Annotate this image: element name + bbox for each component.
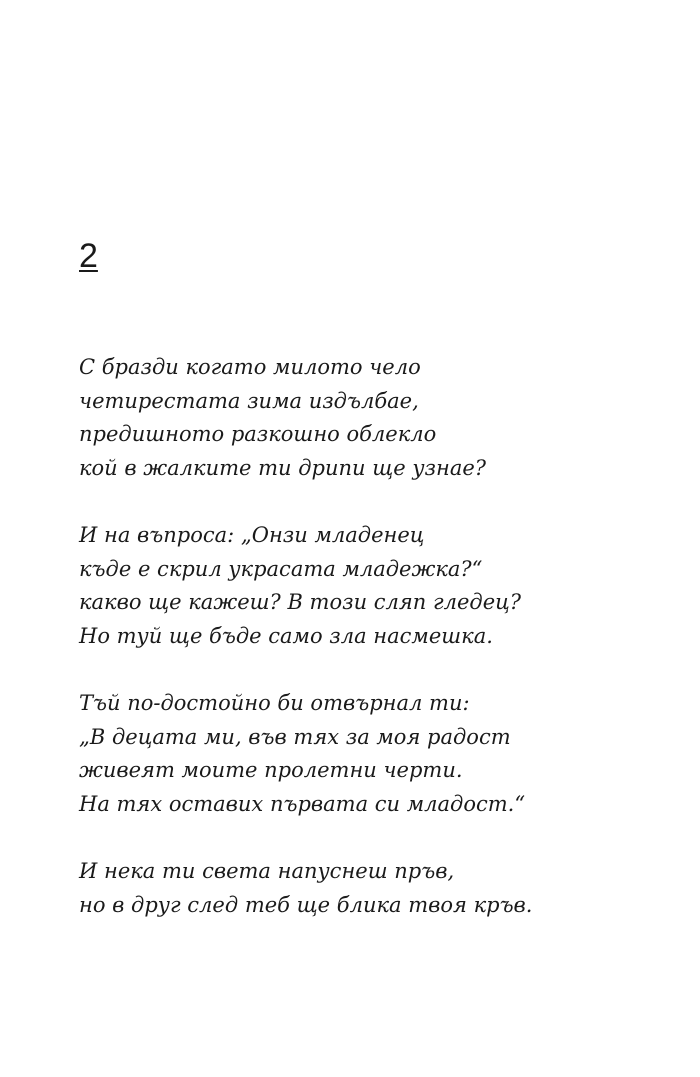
poem-line: предишното разкошно облекло (79, 422, 437, 446)
poem-line: И нека ти света напуснеш пръв, (79, 859, 455, 883)
stanza (79, 687, 679, 821)
poem-line: къде е скрил украсата младежка?“ (79, 556, 483, 581)
poem-line: живеят моите пролетни черти. (79, 758, 463, 782)
poem-line: С бразди когато милото чело (79, 355, 421, 379)
poem-line: но в друг след теб ще блика твоя кръв. (79, 892, 533, 917)
poem-line: На тях оставих първата си младост.“ (79, 791, 526, 816)
stanza (79, 519, 679, 653)
stanza (79, 855, 679, 922)
poem (79, 351, 679, 956)
poem-line: Тъй по-достойно би отвърнал ти: (79, 691, 470, 715)
stanza (79, 351, 679, 485)
poem-line: четирестата зима издълбае, (79, 388, 419, 413)
poem-line: какво ще кажеш? В този сляп гледец? (79, 590, 522, 614)
poem-line: Но туй ще бъде само зла насмешка. (79, 623, 493, 648)
poem-line: И на въпроса: „Онзи младенец (79, 523, 425, 547)
sonnet-number: 2 (79, 237, 98, 275)
poem-line: „В децата ми, във тях за моя радост (79, 724, 511, 749)
poem-line: кой в жалките ти дрипи ще узнае? (79, 455, 487, 480)
